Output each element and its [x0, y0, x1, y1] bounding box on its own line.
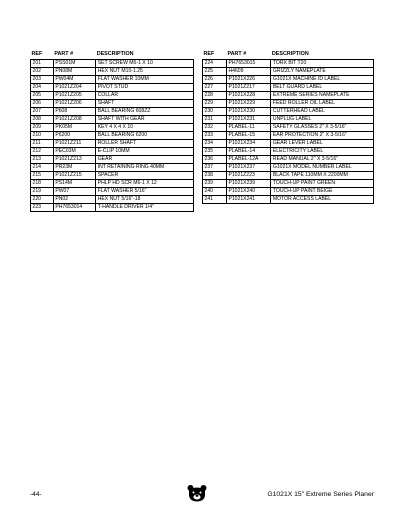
- table-row: [203, 164, 374, 172]
- description-cell: GRIZZLY NAMEPLATE: [271, 68, 374, 76]
- description-cell: MOTOR ACCESS LABEL: [271, 196, 374, 204]
- table-row: [203, 68, 374, 76]
- ref-cell: 234: [203, 140, 227, 148]
- ref-cell: 203: [31, 76, 54, 84]
- table-row: [203, 124, 374, 132]
- description-cell: TOUCH-UP PAINT GREEN: [271, 180, 374, 188]
- part-number-cell: P1021X240: [226, 188, 270, 196]
- ref-cell: 211: [31, 140, 54, 148]
- table-row: [31, 164, 194, 172]
- part-number-cell: P1021Z204: [53, 84, 95, 92]
- part-column-header: PART #: [54, 51, 74, 57]
- ref-cell: 208: [31, 116, 54, 124]
- table-row: [203, 196, 374, 204]
- part-number-cell: PS14M: [53, 180, 95, 188]
- table-row: [203, 84, 374, 92]
- ref-cell: 206: [31, 100, 54, 108]
- part-number-cell: P1021Z208: [53, 116, 95, 124]
- part-number-cell: P1021Z205: [53, 92, 95, 100]
- table-row: [203, 108, 374, 116]
- table-row: [31, 68, 194, 76]
- part-number-cell: PLABEL-12A: [226, 156, 270, 164]
- ref-cell: 214: [31, 164, 54, 172]
- part-number-cell: P1021X230: [226, 108, 270, 116]
- ref-cell: 236: [203, 156, 227, 164]
- ref-cell: 215: [31, 172, 54, 180]
- part-number-cell: PW07: [53, 188, 95, 196]
- table-header-row: [203, 51, 374, 60]
- part-number-cell: P1021Z211: [53, 140, 95, 148]
- ref-cell: 232: [203, 124, 227, 132]
- table-row: [203, 116, 374, 124]
- table-row: [31, 84, 194, 92]
- description-column-header: DESCRIPTION: [96, 51, 134, 57]
- part-number-cell: PN02: [53, 196, 95, 204]
- description-cell: EXTREME SERIES NAMEPLATE: [271, 92, 374, 100]
- ref-cell: 227: [203, 84, 227, 92]
- table-row: [31, 180, 194, 188]
- description-cell: SPACER: [96, 172, 194, 180]
- description-cell: KEY 4 X 4 X 10: [96, 124, 194, 132]
- part-number-cell: PEC03M: [53, 148, 95, 156]
- part-column-header: PART #: [227, 51, 247, 57]
- part-number-cell: P1021X226: [226, 76, 270, 84]
- part-number-cell: PW04M: [53, 76, 95, 84]
- ref-cell: 223: [31, 204, 54, 212]
- part-number-cell: PLABEL-11: [226, 124, 270, 132]
- ref-cell: 224: [203, 60, 227, 68]
- description-column-header: DESCRIPTION: [271, 51, 309, 57]
- part-number-cell: P1021X229: [226, 100, 270, 108]
- table-row: [31, 60, 194, 68]
- ref-cell: 207: [31, 108, 54, 116]
- part-number-cell: P1021Z223: [226, 172, 270, 180]
- table-header-row: [31, 51, 194, 60]
- table-row: [31, 140, 194, 148]
- part-number-cell: P1021Z215: [53, 172, 95, 180]
- description-cell: TOUCH-UP PAINT BEIGE: [271, 188, 374, 196]
- part-number-cell: P1021Z213: [53, 156, 95, 164]
- table-row: [31, 124, 194, 132]
- ref-cell: 213: [31, 156, 54, 164]
- table-row: [203, 92, 374, 100]
- ref-cell: 226: [203, 76, 227, 84]
- ref-cell: 239: [203, 180, 227, 188]
- ref-cell: 230: [203, 108, 227, 116]
- description-cell: GEAR: [96, 156, 194, 164]
- table-row: [31, 92, 194, 100]
- description-cell: BLACK TAPE 110MM X 2200MM: [271, 172, 374, 180]
- manual-title: G1021X 15" Extreme Series Planer: [267, 491, 374, 498]
- description-cell: G1021X MODEL NUMBER LABEL: [271, 164, 374, 172]
- table-row: [203, 60, 374, 68]
- part-number-cell: PH7653015: [226, 60, 270, 68]
- part-number-cell: PK05M: [53, 124, 95, 132]
- ref-cell: 201: [31, 60, 54, 68]
- part-number-cell: H4609: [226, 68, 270, 76]
- ref-cell: 212: [31, 148, 54, 156]
- part-number-cell: PR23M: [53, 164, 95, 172]
- part-number-cell: P6200: [53, 132, 95, 140]
- part-number-cell: P1021Z206: [53, 100, 95, 108]
- ref-cell: 218: [31, 180, 54, 188]
- part-number-cell: P1021X241: [226, 196, 270, 204]
- part-number-cell: P1021X234: [226, 140, 270, 148]
- table-row: [31, 132, 194, 140]
- description-cell: SHAFT WITH GEAR: [96, 116, 194, 124]
- table-row: [31, 196, 194, 204]
- parts-table-right: [202, 51, 374, 204]
- description-cell: COLLAR: [96, 92, 194, 100]
- part-number-cell: P1021X237: [226, 164, 270, 172]
- ref-cell: 205: [31, 92, 54, 100]
- table-row: [31, 156, 194, 164]
- ref-cell: 204: [31, 84, 54, 92]
- ref-cell: 231: [203, 116, 227, 124]
- description-cell: EAR PROTECTION 2" X 3-5/16": [271, 132, 374, 140]
- description-cell: CUTTERHEAD LABEL: [271, 108, 374, 116]
- table-row: [31, 172, 194, 180]
- ref-column-header: REF: [31, 51, 43, 57]
- table-row: [31, 76, 194, 84]
- description-cell: HEX NUT M10-1.25: [96, 68, 194, 76]
- ref-cell: 220: [31, 196, 54, 204]
- part-number-cell: P1021X228: [226, 92, 270, 100]
- table-row: [31, 100, 194, 108]
- description-cell: E-CLIP 10MM: [96, 148, 194, 156]
- description-cell: FEED ROLLER OIL LABEL: [271, 100, 374, 108]
- table-row: [31, 108, 194, 116]
- description-cell: GEAR LEVER LABEL: [271, 140, 374, 148]
- grizzly-bear-icon: [186, 484, 208, 502]
- table-row: [203, 180, 374, 188]
- ref-cell: 219: [31, 188, 54, 196]
- table-row: [203, 148, 374, 156]
- ref-cell: 228: [203, 92, 227, 100]
- ref-cell: 240: [203, 188, 227, 196]
- parts-table-left-body: [31, 60, 194, 212]
- description-cell: TORX BIT T20: [271, 60, 374, 68]
- table-row: [31, 148, 194, 156]
- description-cell: BELT GUARD LABEL: [271, 84, 374, 92]
- description-cell: BALL BEARING 608ZZ: [96, 108, 194, 116]
- table-row: [203, 188, 374, 196]
- part-number-cell: PSS01M: [53, 60, 95, 68]
- description-cell: INT RETAINING RING 40MM: [96, 164, 194, 172]
- ref-cell: 233: [203, 132, 227, 140]
- part-number-cell: PN08M: [53, 68, 95, 76]
- description-cell: SHAFT: [96, 100, 194, 108]
- table-row: [203, 132, 374, 140]
- table-row: [31, 204, 194, 212]
- description-cell: ELECTRICITY LABEL: [271, 148, 374, 156]
- description-cell: BALL BEARING 6200: [96, 132, 194, 140]
- part-number-cell: P1021X231: [226, 116, 270, 124]
- description-cell: PIVOT STUD: [96, 84, 194, 92]
- description-cell: FLAT WASHER 10MM: [96, 76, 194, 84]
- description-cell: UNPLUG LABEL: [271, 116, 374, 124]
- part-number-cell: P1021Z217: [226, 84, 270, 92]
- table-row: [203, 156, 374, 164]
- part-number-cell: P1021X239: [226, 180, 270, 188]
- description-cell: PHLP HD SCR M6-1 X 12: [96, 180, 194, 188]
- ref-cell: 202: [31, 68, 54, 76]
- ref-column-header: REF: [203, 51, 215, 57]
- table-row: [203, 76, 374, 84]
- ref-cell: 209: [31, 124, 54, 132]
- ref-cell: 235: [203, 148, 227, 156]
- ref-cell: 225: [203, 68, 227, 76]
- ref-cell: 210: [31, 132, 54, 140]
- table-row: [203, 140, 374, 148]
- table-row: [31, 188, 194, 196]
- description-cell: READ MANUAL 2" X 3-5/16": [271, 156, 374, 164]
- ref-cell: 238: [203, 172, 227, 180]
- part-number-cell: PLABEL-14: [226, 148, 270, 156]
- description-cell: G1021X MACHINE ID LABEL: [271, 76, 374, 84]
- description-cell: SAFETY GLASSES 2" X 3-5/16": [271, 124, 374, 132]
- part-number-cell: PLABEL-15: [226, 132, 270, 140]
- part-number-cell: P608: [53, 108, 95, 116]
- ref-cell: 229: [203, 100, 227, 108]
- parts-table-right-body: [203, 60, 374, 204]
- table-row: [31, 116, 194, 124]
- ref-cell: 241: [203, 196, 227, 204]
- description-cell: ROLLER SHAFT: [96, 140, 194, 148]
- table-row: [203, 172, 374, 180]
- ref-cell: 237: [203, 164, 227, 172]
- description-cell: FLAT WASHER 5/16": [96, 188, 194, 196]
- part-number-cell: PH7653014: [53, 204, 95, 212]
- page-number: -44-: [30, 491, 42, 498]
- table-row: [203, 100, 374, 108]
- description-cell: T-HANDLE DRIVER 1/4": [96, 204, 194, 212]
- parts-table-left: [30, 51, 194, 212]
- description-cell: SET SCREW M6-1 X 10: [96, 60, 194, 68]
- description-cell: HEX NUT 5/16"-18: [96, 196, 194, 204]
